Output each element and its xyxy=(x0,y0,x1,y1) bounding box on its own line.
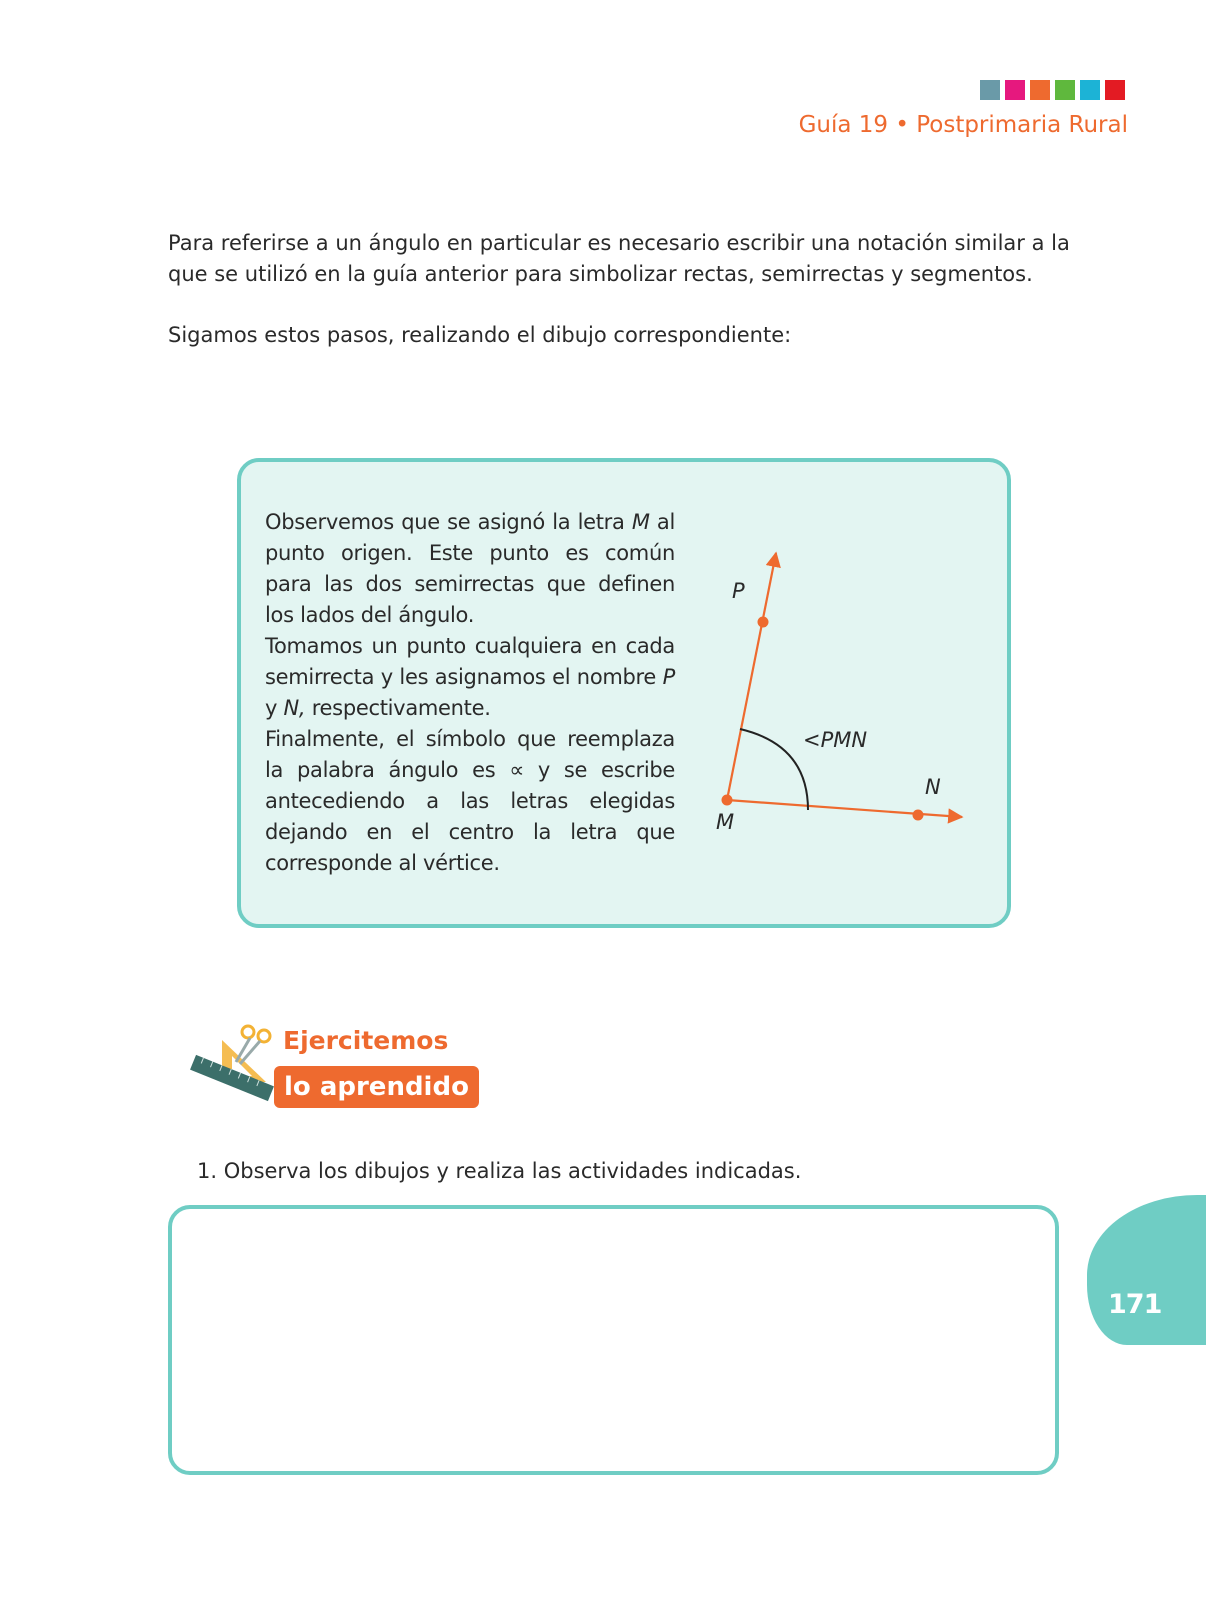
point-m xyxy=(722,795,733,806)
text-run: al punto origen. Este punto es común para las dos semirrectas que definen los lados del ángulo. xyxy=(265,510,675,627)
point-p xyxy=(758,617,769,628)
page-number: 171 xyxy=(1108,1289,1162,1320)
label-m: M xyxy=(716,810,735,834)
text-run: Tomamos un punto cualquiera en cada semirrecta y les asignamos el nombre xyxy=(265,634,675,689)
text-run: y se escribe antecediendo a las letras elegidas dejando en el centro la letra que corresponde al vértice. xyxy=(265,758,675,875)
section-title-line2: lo aprendido xyxy=(274,1066,479,1108)
exercise-box xyxy=(168,1205,1059,1475)
angle-symbol: ∝ xyxy=(509,758,524,782)
guide-header: Guía 19 • Postprimaria Rural xyxy=(798,112,1128,138)
intro-paragraph: Para referirse a un ángulo en particular es necesario escribir una notación similar a la que se utilizó en la guía anterior para simbolizar rectas, semirrectas y segmentos. xyxy=(168,231,1070,286)
exercise-instruction: 1. Observa los dibujos y realiza las actividades indicadas. xyxy=(197,1159,802,1183)
text-run: Finalmente, el símbolo que reemplaza la palabra ángulo es xyxy=(265,727,675,782)
point-n xyxy=(913,810,924,821)
text-run: respectivamente. xyxy=(305,696,491,720)
label-p: P xyxy=(732,579,745,603)
angle-pmn-diagram xyxy=(716,553,962,834)
section-title xyxy=(186,1022,486,1110)
steps-intro: Sigamos estos pasos, realizando el dibujo correspondiente: xyxy=(168,323,792,347)
text-run: y xyxy=(265,696,284,720)
ruler-scissors-icon xyxy=(186,1022,281,1110)
text-run: Observemos que se asignó la letra xyxy=(265,510,632,534)
section-title-line1: Ejercitemos xyxy=(283,1026,449,1055)
ray-mn xyxy=(727,800,962,817)
variable: M xyxy=(631,510,650,534)
angle-label: <PMN xyxy=(803,728,868,752)
variable: P xyxy=(662,665,675,689)
variable: N, xyxy=(283,696,306,720)
angle-arc xyxy=(740,729,808,810)
label-n: N xyxy=(925,775,941,799)
